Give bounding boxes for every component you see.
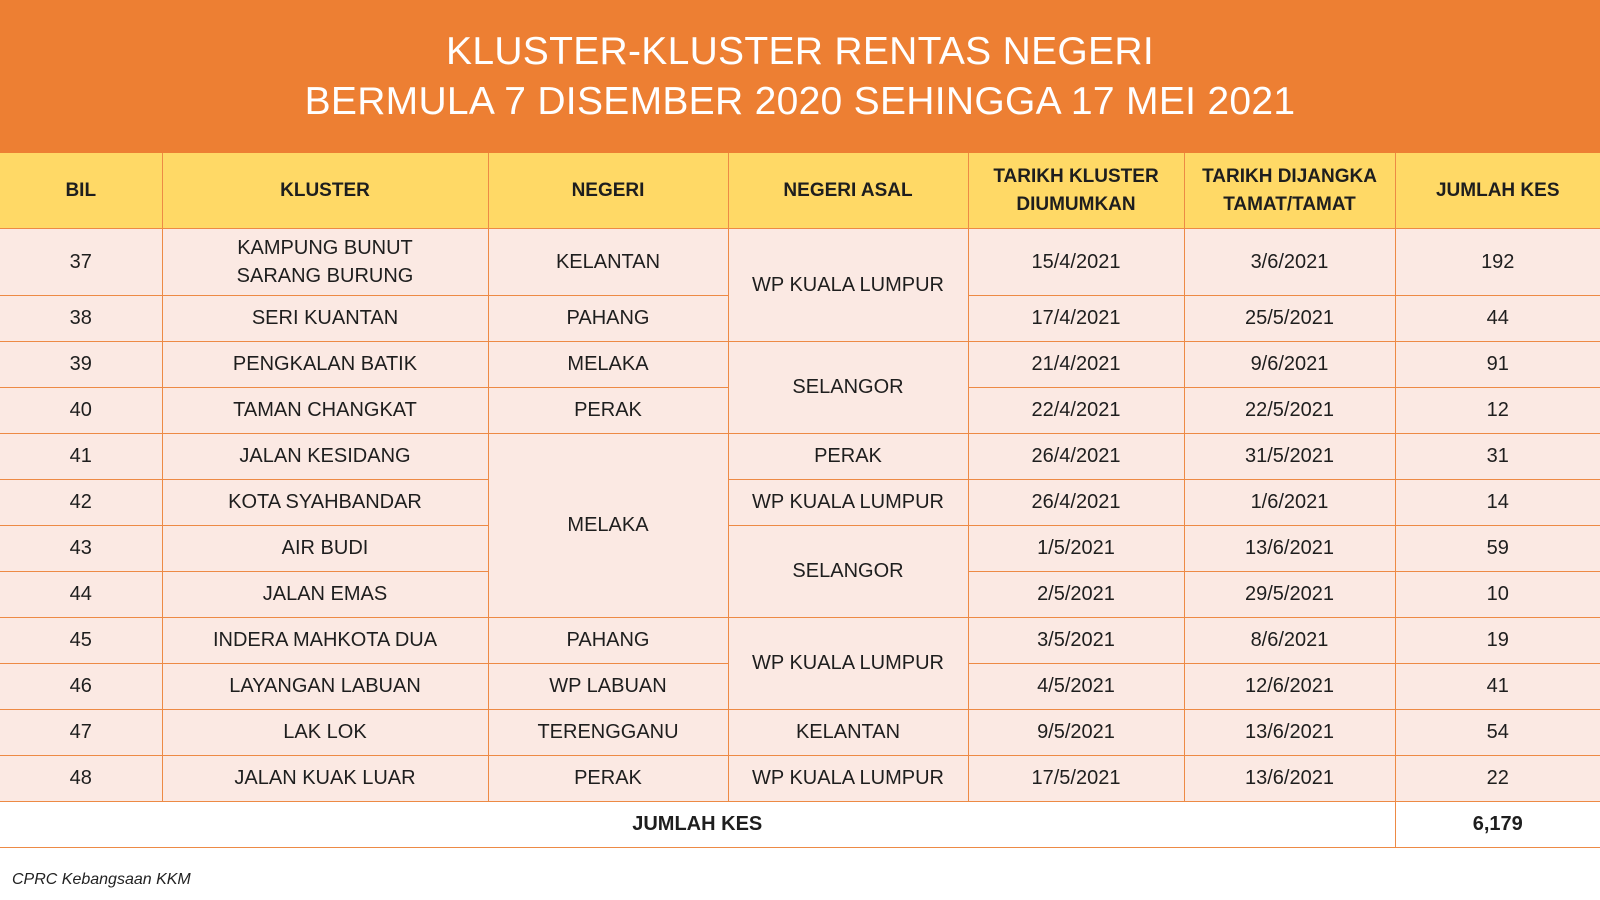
- cell-negeri: MELAKA: [488, 342, 728, 388]
- cell-tarikh-tamat: 31/5/2021: [1184, 434, 1395, 480]
- column-header-tarikh-tamat: TARIKH DIJANGKA TAMAT/TAMAT: [1184, 153, 1395, 229]
- cell-bil: 41: [0, 434, 162, 480]
- cell-tarikh-tamat: 29/5/2021: [1184, 572, 1395, 618]
- cell-bil: 47: [0, 710, 162, 756]
- cell-negeri: PAHANG: [488, 618, 728, 664]
- cell-bil: 46: [0, 664, 162, 710]
- cell-bil: 48: [0, 756, 162, 802]
- column-header-negeri-asal: NEGERI ASAL: [728, 153, 968, 229]
- table-row: [0, 618, 1600, 664]
- cell-negeri-asal: PERAK: [728, 434, 968, 480]
- cell-kluster: TAMAN CHANGKAT: [162, 388, 488, 434]
- cell-kluster: JALAN EMAS: [162, 572, 488, 618]
- cell-tarikh-tamat: 13/6/2021: [1184, 756, 1395, 802]
- cell-jumlah-kes: 41: [1395, 664, 1600, 710]
- title-line-1: KLUSTER-KLUSTER RENTAS NEGERI: [446, 29, 1154, 73]
- cell-tarikh-diumumkan: 26/4/2021: [968, 434, 1184, 480]
- column-header-kluster: KLUSTER: [162, 153, 488, 229]
- cell-kluster: INDERA MAHKOTA DUA: [162, 618, 488, 664]
- cell-kluster: LAYANGAN LABUAN: [162, 664, 488, 710]
- cell-tarikh-diumumkan: 2/5/2021: [968, 572, 1184, 618]
- cell-tarikh-tamat: 22/5/2021: [1184, 388, 1395, 434]
- cell-negeri: MELAKA: [488, 434, 728, 618]
- cell-tarikh-tamat: 13/6/2021: [1184, 710, 1395, 756]
- cell-tarikh-tamat: 12/6/2021: [1184, 664, 1395, 710]
- cell-tarikh-tamat: 8/6/2021: [1184, 618, 1395, 664]
- cell-tarikh-diumumkan: 21/4/2021: [968, 342, 1184, 388]
- cell-tarikh-diumumkan: 17/4/2021: [968, 296, 1184, 342]
- total-label: JUMLAH KES: [0, 802, 1395, 848]
- cell-negeri-asal: SELANGOR: [728, 526, 968, 618]
- cell-bil: 40: [0, 388, 162, 434]
- cell-bil: 38: [0, 296, 162, 342]
- cell-tarikh-tamat: 13/6/2021: [1184, 526, 1395, 572]
- cell-tarikh-tamat: 25/5/2021: [1184, 296, 1395, 342]
- cluster-table: [0, 153, 1600, 848]
- cell-negeri-asal: WP KUALA LUMPUR: [728, 618, 968, 710]
- total-value: 6,179: [1395, 802, 1600, 848]
- cell-jumlah-kes: 19: [1395, 618, 1600, 664]
- cell-tarikh-diumumkan: 22/4/2021: [968, 388, 1184, 434]
- table-row: [0, 710, 1600, 756]
- cell-jumlah-kes: 192: [1395, 229, 1600, 296]
- cell-tarikh-diumumkan: 17/5/2021: [968, 756, 1184, 802]
- title-banner: [0, 0, 1600, 153]
- cell-kluster: JALAN KESIDANG: [162, 434, 488, 480]
- cell-jumlah-kes: 31: [1395, 434, 1600, 480]
- title-line-2: BERMULA 7 DISEMBER 2020 SEHINGGA 17 MEI 2021: [304, 79, 1296, 123]
- cell-kluster: KAMPUNG BUNUT SARANG BURUNG: [162, 229, 488, 296]
- cell-kluster: JALAN KUAK LUAR: [162, 756, 488, 802]
- cell-tarikh-tamat: 1/6/2021: [1184, 480, 1395, 526]
- cell-bil: 45: [0, 618, 162, 664]
- cell-jumlah-kes: 44: [1395, 296, 1600, 342]
- source-credit: CPRC Kebangsaan KKM: [12, 871, 191, 888]
- cell-bil: 43: [0, 526, 162, 572]
- cell-jumlah-kes: 54: [1395, 710, 1600, 756]
- cell-negeri-asal: WP KUALA LUMPUR: [728, 229, 968, 342]
- cell-tarikh-diumumkan: 1/5/2021: [968, 526, 1184, 572]
- cell-negeri: WP LABUAN: [488, 664, 728, 710]
- cell-jumlah-kes: 10: [1395, 572, 1600, 618]
- cell-tarikh-tamat: 3/6/2021: [1184, 229, 1395, 296]
- cell-jumlah-kes: 14: [1395, 480, 1600, 526]
- cell-negeri: PERAK: [488, 388, 728, 434]
- cell-jumlah-kes: 91: [1395, 342, 1600, 388]
- table-row: [0, 480, 1600, 526]
- column-header-tarikh-diumumkan: TARIKH KLUSTER DIUMUMKAN: [968, 153, 1184, 229]
- cell-negeri: PAHANG: [488, 296, 728, 342]
- column-header-jumlah-kes: JUMLAH KES: [1395, 153, 1600, 229]
- cell-jumlah-kes: 12: [1395, 388, 1600, 434]
- cell-negeri: PERAK: [488, 756, 728, 802]
- cell-tarikh-tamat: 9/6/2021: [1184, 342, 1395, 388]
- total-row: [0, 802, 1600, 848]
- cell-kluster: SERI KUANTAN: [162, 296, 488, 342]
- cell-negeri-asal: KELANTAN: [728, 710, 968, 756]
- cell-bil: 37: [0, 229, 162, 296]
- column-header-bil: BIL: [0, 153, 162, 229]
- cell-kluster: KOTA SYAHBANDAR: [162, 480, 488, 526]
- cell-bil: 39: [0, 342, 162, 388]
- cell-tarikh-diumumkan: 15/4/2021: [968, 229, 1184, 296]
- column-header-negeri: NEGERI: [488, 153, 728, 229]
- table-row: [0, 526, 1600, 572]
- cell-negeri: TERENGGANU: [488, 710, 728, 756]
- cell-tarikh-diumumkan: 4/5/2021: [968, 664, 1184, 710]
- cell-jumlah-kes: 22: [1395, 756, 1600, 802]
- cell-tarikh-diumumkan: 3/5/2021: [968, 618, 1184, 664]
- cell-negeri-asal: SELANGOR: [728, 342, 968, 434]
- cell-bil: 44: [0, 572, 162, 618]
- cell-negeri-asal: WP KUALA LUMPUR: [728, 480, 968, 526]
- table-row: [0, 342, 1600, 388]
- table-header-row: [0, 153, 1600, 229]
- cell-kluster: LAK LOK: [162, 710, 488, 756]
- table-row: [0, 756, 1600, 802]
- table-row: [0, 434, 1600, 480]
- cell-jumlah-kes: 59: [1395, 526, 1600, 572]
- cell-negeri: KELANTAN: [488, 229, 728, 296]
- cell-bil: 42: [0, 480, 162, 526]
- cell-tarikh-diumumkan: 9/5/2021: [968, 710, 1184, 756]
- table-row: [0, 229, 1600, 296]
- cell-negeri-asal: WP KUALA LUMPUR: [728, 756, 968, 802]
- cell-kluster: AIR BUDI: [162, 526, 488, 572]
- cell-kluster: PENGKALAN BATIK: [162, 342, 488, 388]
- cell-tarikh-diumumkan: 26/4/2021: [968, 480, 1184, 526]
